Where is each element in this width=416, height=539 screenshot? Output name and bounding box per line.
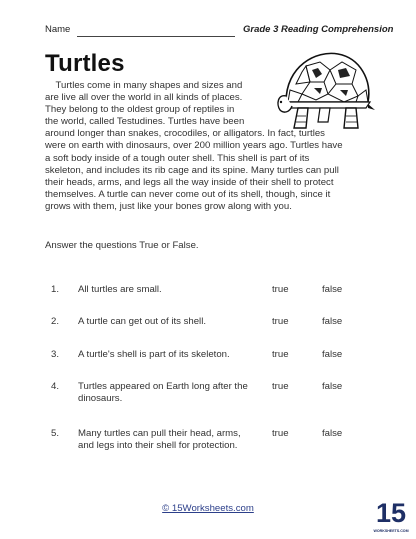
passage-line: around longer than snakes, crocodiles, or alligators. In fact, turtles [45,128,325,140]
question-text: Turtles appeared on Earth long after the dinosaurs. [78,381,248,405]
footer [0,503,416,514]
passage-line: their heads, arms, and legs all the way inside of their shell to protect [45,176,334,188]
name-line[interactable] [77,36,235,37]
true-option[interactable]: true [272,349,289,360]
passage-line: skeleton, and includes its rib cage and its spine. Many turtles can pull [45,164,339,176]
true-option[interactable]: true [272,316,289,327]
passage-line: the world, called Testudines. Turtles have been [45,116,245,128]
question-text: Many turtles can pull their head, arms, and legs into their shell for protection. [78,428,241,452]
question-number: 2. [51,316,60,327]
false-option[interactable]: false [322,284,343,295]
question-text: All turtles are small. [78,284,162,295]
question-text: A turtle can get out of its shell. [78,316,206,327]
passage-line: a soft body inside of a tough outer shell. This shell is part of its [45,152,310,164]
passage-line: They belong to the oldest group of reptiles in [45,104,235,116]
true-option[interactable]: true [272,284,289,295]
footer-link[interactable]: © 15Worksheets.com [162,503,254,514]
question-text: A turtle's shell is part of its skeleton. [78,349,230,360]
true-option[interactable]: true [272,428,289,439]
passage-line: were on earth with dinosaurs, over 200 million years ago. Turtles have [45,140,343,152]
worksheets-logo-icon [373,495,409,535]
question-number: 1. [51,284,60,295]
false-option[interactable]: false [322,349,343,360]
name-label: Name [45,24,71,35]
false-option[interactable]: false [322,381,343,392]
grade-label: Grade 3 Reading Comprehension [243,24,394,35]
question-number: 3. [51,349,60,360]
reading-passage [45,80,385,213]
page-title: Turtles [45,50,125,77]
passage-line: Turtles come in many shapes and sizes and [45,80,243,91]
passage-line: are live all over the world in all kinds of places. [45,92,243,104]
logo-caption: WORKSHEETS.COM [373,529,409,533]
passage-line: grows with them, just like your bones grow along with you. [45,200,292,212]
passage-line: themselves. A turtle can never come out of its shell, though, since it [45,188,331,200]
false-option[interactable]: false [322,428,343,439]
logo-number: 15 [375,498,407,528]
false-option[interactable]: false [322,316,343,327]
question-number: 4. [51,381,60,392]
question-number: 5. [51,428,60,439]
name-row [45,24,394,40]
instructions: Answer the questions True or False. [45,240,199,251]
true-option[interactable]: true [272,381,289,392]
